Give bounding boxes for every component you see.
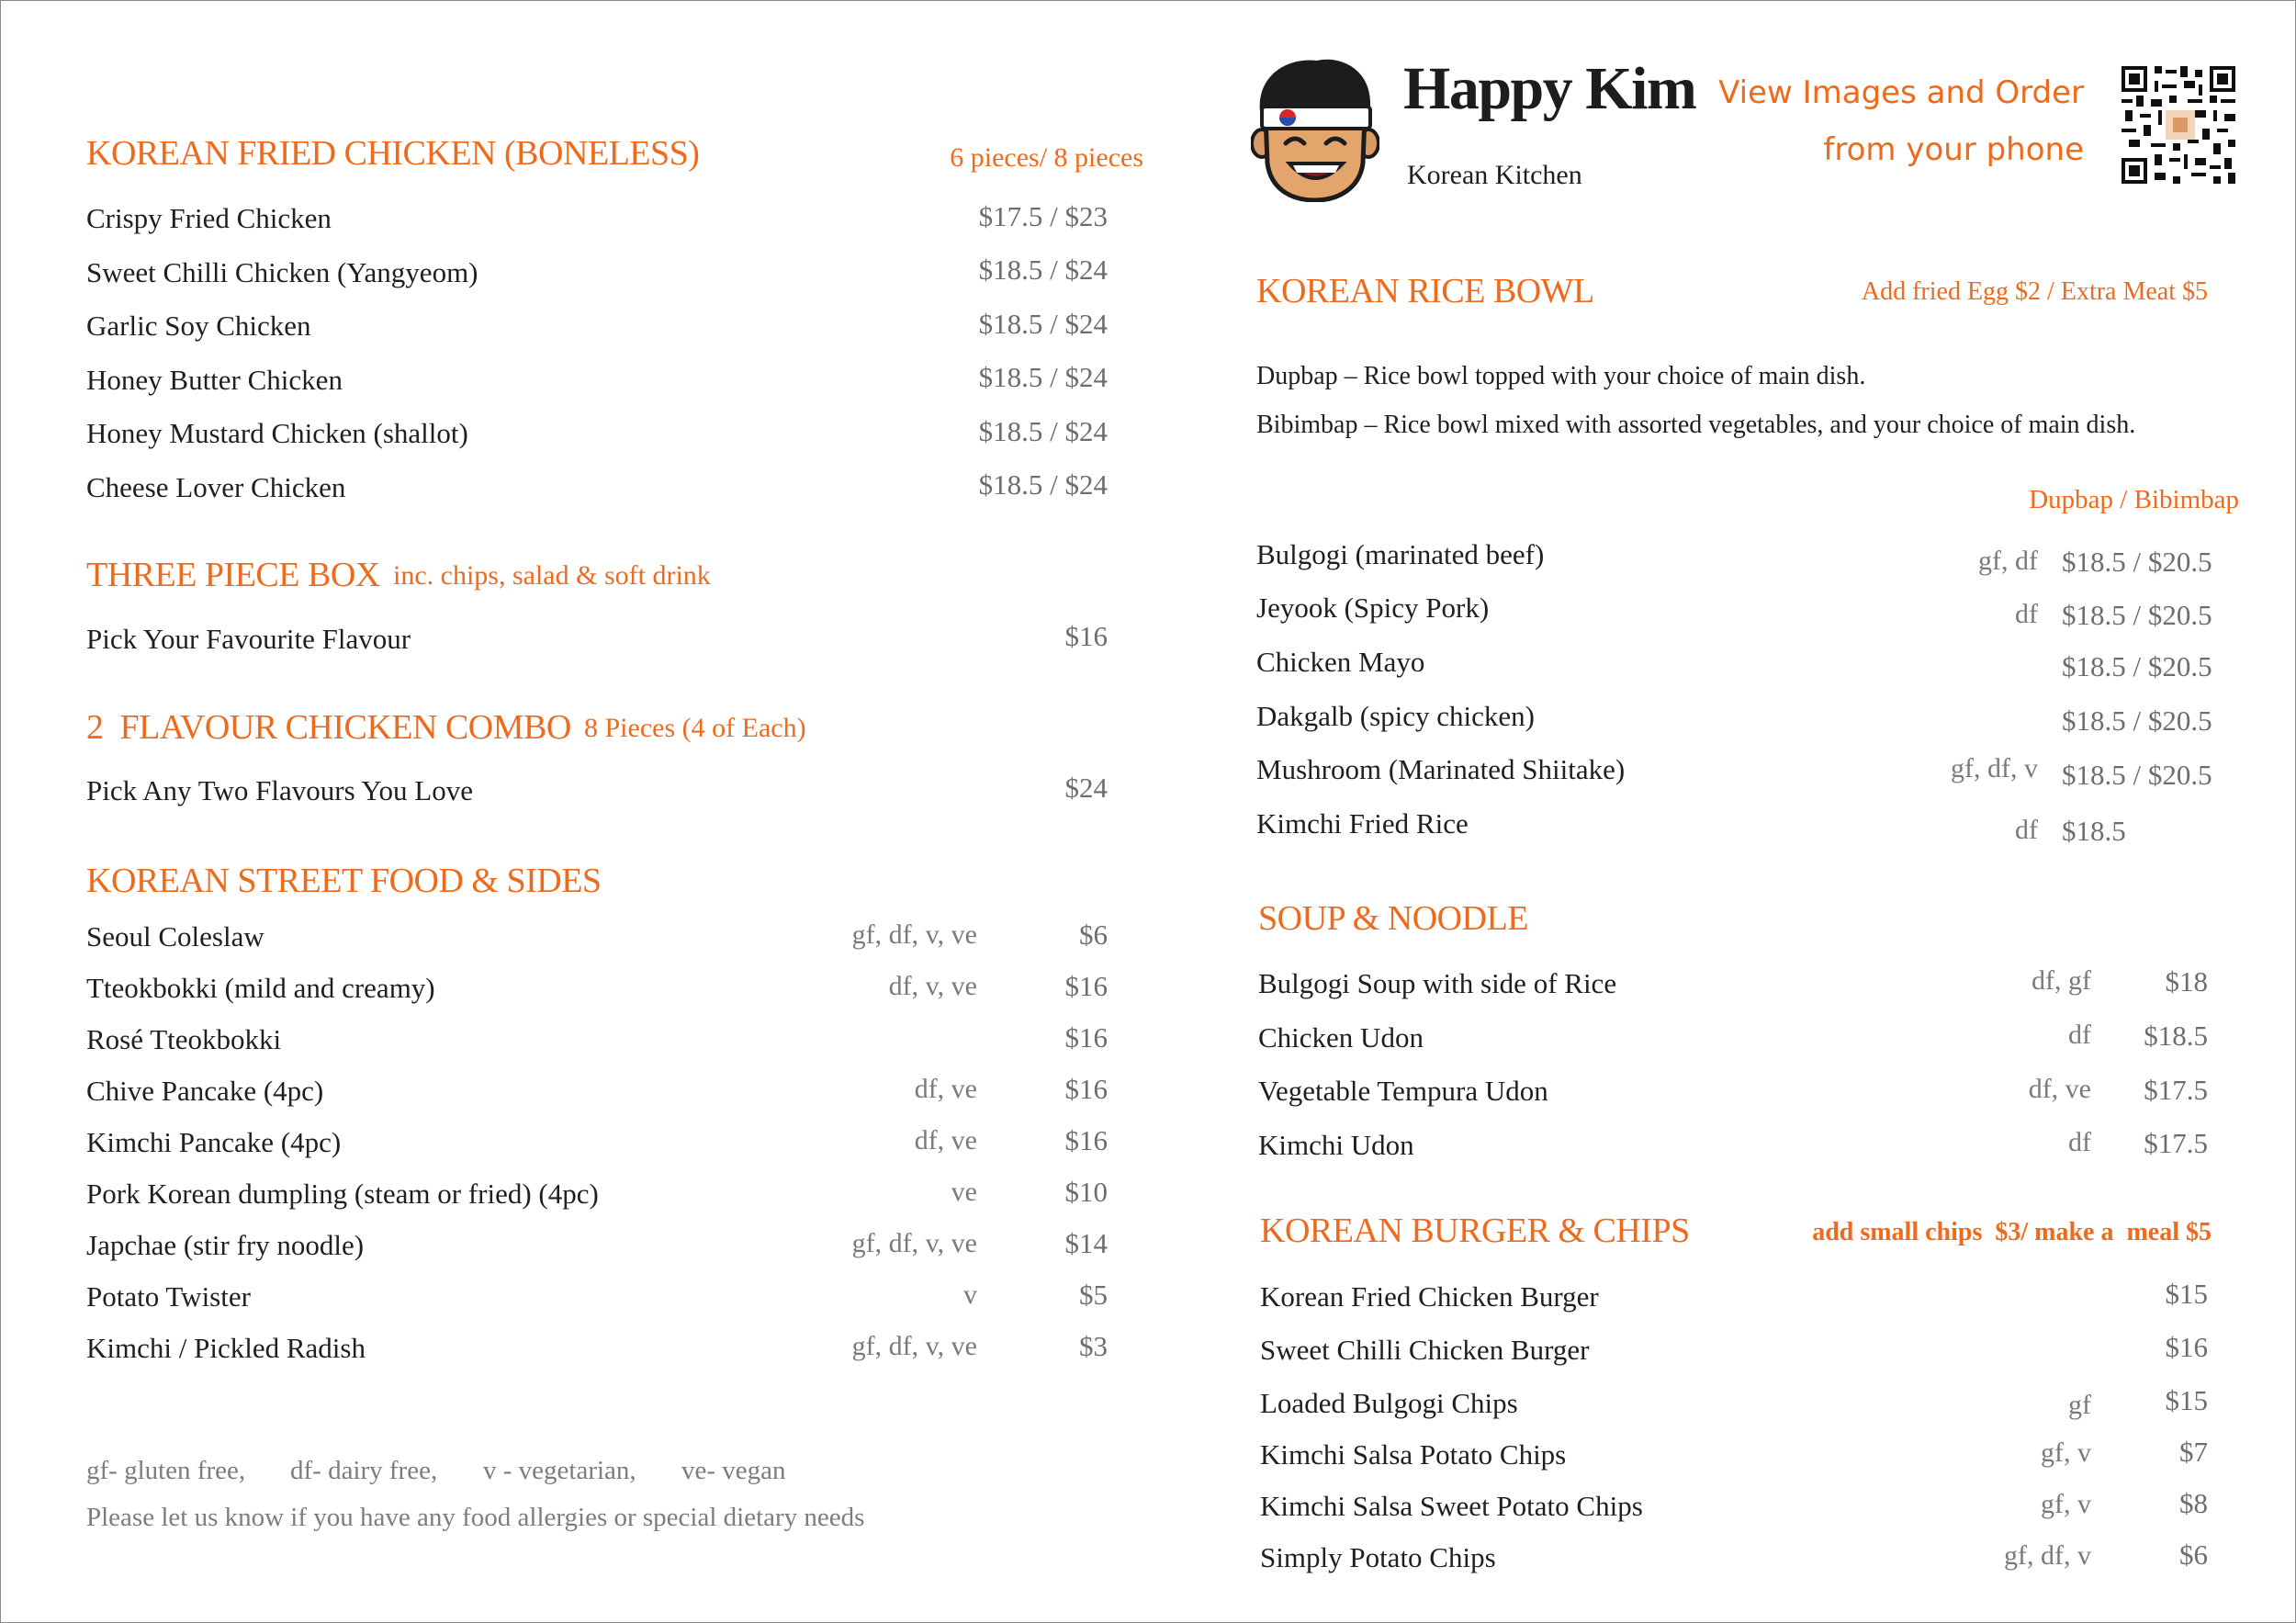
menu-item-name: Potato Twister (86, 1280, 251, 1313)
menu-item-price: $17.5 (2144, 1127, 2208, 1159)
menu-item-diet: df (2068, 1020, 2091, 1050)
menu-item-price: $8 (2179, 1487, 2208, 1519)
section-note-fried-chicken: 6 pieces/ 8 pieces (950, 142, 1143, 173)
menu-item-price: $15 (2165, 1278, 2208, 1310)
menu-item-name: Chicken Mayo (1256, 646, 1425, 678)
menu-item-diet: gf, v (2041, 1489, 2091, 1519)
menu-item-name: Kimchi Fried Rice (1256, 807, 1469, 840)
menu-item-price: $18 (2165, 965, 2208, 997)
section-title-fried-chicken: KOREAN FRIED CHICKEN (BONELESS) (86, 134, 700, 173)
menu-item-price: $5 (1079, 1279, 1108, 1311)
rice-bowl-desc-dupbap: Dupbap – Rice bowl topped with your choice of main dish. (1256, 362, 1866, 390)
section-title-burger-chips: KOREAN BURGER & CHIPS (1260, 1212, 1690, 1250)
menu-item-price: $14 (1064, 1227, 1108, 1259)
section-note-combo: 8 Pieces (4 of Each) (584, 713, 806, 743)
order-line-2: from your phone (1823, 131, 2084, 168)
menu-item-diet: ve (951, 1177, 977, 1207)
menu-item-price: $18.5 / $24 (978, 415, 1108, 447)
smiling-chef-mascot-icon (1251, 55, 1379, 202)
menu-item-name: Seoul Coleslaw (86, 920, 264, 952)
menu-item-price: $24 (1064, 772, 1108, 804)
menu-item-price: $3 (1079, 1330, 1108, 1362)
menu-item-price: $18.5 / $24 (978, 308, 1108, 340)
menu-item-diet: gf, df, v (2004, 1540, 2091, 1571)
menu-item-name: Kimchi Udon (1258, 1129, 1414, 1161)
menu-item-name: Vegetable Tempura Udon (1258, 1075, 1548, 1107)
menu-item-price: $16 (1064, 1021, 1108, 1054)
brand-name: Happy Kim (1403, 55, 1696, 122)
menu-item-diet: df, ve (914, 1125, 977, 1155)
menu-item-price: $18.5 / $20.5 (2062, 704, 2212, 737)
menu-item-name: Korean Fried Chicken Burger (1260, 1280, 1599, 1313)
menu-item-price: $18.5 / $20.5 (2062, 759, 2212, 791)
menu-item-name: Loaded Bulgogi Chips (1260, 1387, 1518, 1419)
menu-item-diet: v (963, 1279, 977, 1310)
rice-bowl-price-columns: Dupbap / Bibimbap (2029, 485, 2239, 514)
menu-item-price: $18.5 / $24 (978, 468, 1108, 501)
section-title-three-piece: THREE PIECE BOX (86, 556, 380, 594)
section-title-street-food: KOREAN STREET FOOD & SIDES (86, 862, 602, 900)
legend-df: df- dairy free, (290, 1456, 438, 1485)
section-note-rice-bowl: Add fried Egg $2 / Extra Meat $5 (1861, 277, 2208, 306)
section-note-burger-chips: add small chips $3/ make a meal $5 (1812, 1218, 2212, 1246)
menu-item-name: Pork Korean dumpling (steam or fried) (4pc) (86, 1178, 599, 1210)
menu-item-price: $15 (2165, 1384, 2208, 1416)
menu-item-name: Kimchi Salsa Potato Chips (1260, 1438, 1567, 1471)
menu-item-diet: df (2015, 599, 2038, 629)
menu-item-price: $16 (1064, 1124, 1108, 1156)
menu-item-diet: df (2015, 815, 2038, 845)
brand-subtitle: Korean Kitchen (1407, 160, 1582, 190)
menu-item-price: $18.5 (2144, 1020, 2208, 1052)
order-line-1: View Images and Order (1718, 74, 2084, 111)
menu-item-name: Honey Butter Chicken (86, 364, 343, 396)
menu-item-price: $6 (2179, 1538, 2208, 1571)
menu-item-price: $6 (1079, 919, 1108, 951)
menu-item-name: Mushroom (Marinated Shiitake) (1256, 753, 1626, 785)
menu-item-name: Chicken Udon (1258, 1021, 1424, 1054)
menu-item-name: Kimchi / Pickled Radish (86, 1332, 366, 1364)
menu-item-name: Pick Your Favourite Flavour (86, 623, 411, 655)
menu-item-name: Dakgalb (spicy chicken) (1256, 700, 1535, 732)
menu-item-price: $18.5 (2062, 815, 2126, 847)
menu-item-diet: gf, df, v, ve (851, 1228, 977, 1258)
menu-item-name: Jeyook (Spicy Pork) (1256, 592, 1490, 624)
menu-item-price: $18.5 / $20.5 (2062, 599, 2212, 631)
menu-item-diet: df, v, ve (888, 971, 977, 1001)
section-title-soup-noodle: SOUP & NOODLE (1258, 899, 1528, 938)
menu-item-price: $17.5 (2144, 1074, 2208, 1106)
menu-item-price: $18.5 / $24 (978, 361, 1108, 393)
menu-item-diet: df, gf (2032, 965, 2091, 996)
menu-item-price: $16 (1064, 970, 1108, 1002)
menu-item-name: Rosé Tteokbokki (86, 1023, 282, 1055)
menu-item-name: Sweet Chilli Chicken (Yangyeom) (86, 256, 478, 288)
menu-item-diet: gf, df, v (1951, 753, 2038, 783)
menu-item-diet: df, ve (2028, 1074, 2091, 1104)
menu-item-name: Bulgogi (marinated beef) (1256, 538, 1545, 570)
menu-item-name: Japchae (stir fry noodle) (86, 1229, 365, 1261)
section-title-rice-bowl: KOREAN RICE BOWL (1256, 272, 1594, 310)
menu-item-name: Chive Pancake (4pc) (86, 1075, 324, 1107)
menu-item-price: $18.5 / $20.5 (2062, 650, 2212, 682)
menu-item-diet: gf, df (1978, 546, 2038, 576)
menu-item-diet: df (2068, 1127, 2091, 1157)
menu-item-name: Pick Any Two Flavours You Love (86, 774, 473, 806)
menu-item-diet: gf, v (2041, 1437, 2091, 1468)
menu-item-price: $10 (1064, 1176, 1108, 1208)
rice-bowl-desc-bibimbap: Bibimbap – Rice bowl mixed with assorted vegetables, and your choice of main dish. (1256, 411, 2136, 439)
menu-item-diet: gf (2068, 1390, 2091, 1420)
section-note-three-piece: inc. chips, salad & soft drink (393, 560, 711, 591)
menu-item-name: Garlic Soy Chicken (86, 310, 311, 342)
menu-item-name: Bulgogi Soup with side of Rice (1258, 967, 1617, 999)
menu-item-name: Kimchi Pancake (4pc) (86, 1126, 342, 1158)
menu-item-name: Kimchi Salsa Sweet Potato Chips (1260, 1490, 1643, 1522)
menu-item-name: Cheese Lover Chicken (86, 471, 346, 503)
menu-item-price: $16 (2165, 1331, 2208, 1363)
menu-item-name: Simply Potato Chips (1260, 1541, 1496, 1573)
legend-ve: ve- vegan (681, 1456, 786, 1485)
menu-item-price: $17.5 / $23 (978, 200, 1108, 232)
menu-item-diet: df, ve (914, 1074, 977, 1104)
menu-item-price: $18.5 / $24 (978, 254, 1108, 286)
menu-item-price: $16 (1064, 620, 1108, 652)
menu-item-price: $18.5 / $20.5 (2062, 546, 2212, 578)
menu-item-price: $16 (1064, 1073, 1108, 1105)
menu-item-diet: gf, df, v, ve (851, 919, 977, 950)
menu-item-price: $7 (2179, 1436, 2208, 1468)
menu-item-diet: gf, df, v, ve (851, 1331, 977, 1361)
brand-logo (1251, 55, 1379, 202)
menu-item-name: Sweet Chilli Chicken Burger (1260, 1334, 1590, 1366)
menu-item-name: Crispy Fried Chicken (86, 202, 332, 234)
legend-v: v - vegetarian, (483, 1456, 636, 1485)
qr-code-icon (2122, 66, 2235, 184)
qr-code[interactable] (2122, 66, 2235, 184)
section-title-combo: 2 FLAVOUR CHICKEN COMBO (86, 708, 571, 747)
allergy-note: Please let us know if you have any food allergies or special dietary needs (86, 1503, 865, 1532)
legend-gf: gf- gluten free, (86, 1456, 246, 1485)
menu-item-name: Tteokbokki (mild and creamy) (86, 972, 435, 1004)
menu-item-name: Honey Mustard Chicken (shallot) (86, 417, 468, 449)
